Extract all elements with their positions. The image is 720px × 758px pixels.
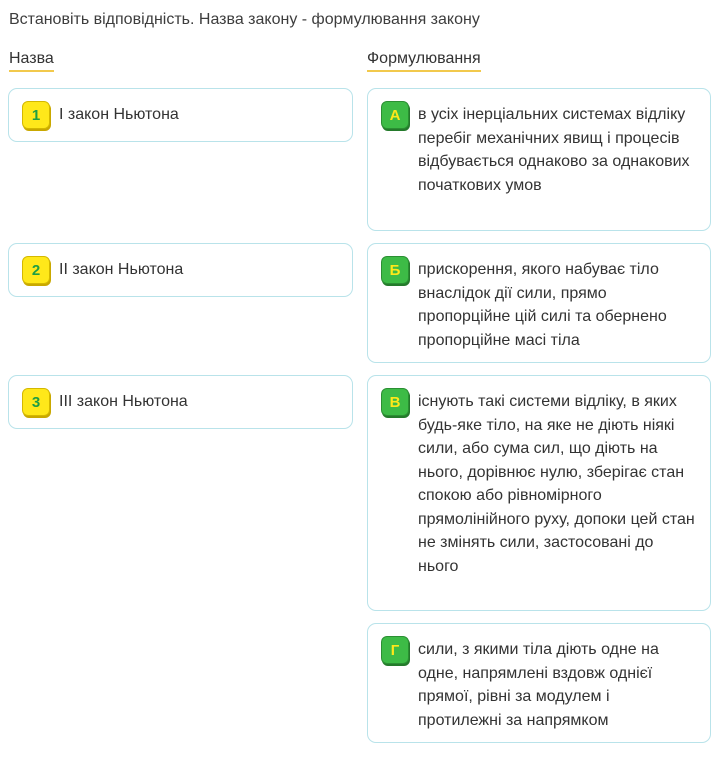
- law-name-label: III закон Ньютона: [59, 393, 188, 410]
- formulation-text: існують такі системи відліку, в яких будь-яке тіло, на яке не діють ніякі сили, або сума сил, що діють на нього, дорівнює нулю, зберігає стан спокою або рівномірного прямолінійного руху, допоки цей стан не змінять сили, застосовані до нього: [418, 393, 695, 575]
- formulation-card-b[interactable]: [367, 243, 711, 363]
- letter-badge-v: В: [381, 388, 409, 416]
- formulation-text: сили, з якими тіла діють одне на одне, напрямлені вздовж однієї прямої, рівні за модулем і протилежні за напрямком: [418, 641, 659, 729]
- formulation-text: прискорення, якого набуває тіло внаслідок дії сили, прямо пропорційне цій силі та обернено пропорційне масі тіла: [418, 261, 667, 349]
- letter-badge-g: Г: [381, 636, 409, 664]
- column-header-name: Назва: [9, 50, 54, 72]
- law-name-card-3[interactable]: [8, 375, 353, 429]
- formulation-card-a[interactable]: [367, 88, 711, 231]
- number-badge-1: 1: [22, 101, 50, 129]
- law-name-label: I закон Ньютона: [59, 106, 179, 123]
- instruction-text: Встановіть відповідність. Назва закону - формулювання закону: [9, 11, 480, 28]
- letter-badge-b: Б: [381, 256, 409, 284]
- law-name-card-2[interactable]: [8, 243, 353, 297]
- formulation-card-g[interactable]: [367, 623, 711, 743]
- formulation-card-v[interactable]: [367, 375, 711, 611]
- letter-badge-a: А: [381, 101, 409, 129]
- formulation-text: в усіх інерціальних системах відліку перебіг механічних явищ і процесів відбувається однаково за однакових початкових умов: [418, 106, 690, 194]
- number-badge-2: 2: [22, 256, 50, 284]
- column-header-formulation: Формулювання: [367, 50, 481, 72]
- number-badge-3: 3: [22, 388, 50, 416]
- law-name-card-1[interactable]: [8, 88, 353, 142]
- law-name-label: II закон Ньютона: [59, 261, 184, 278]
